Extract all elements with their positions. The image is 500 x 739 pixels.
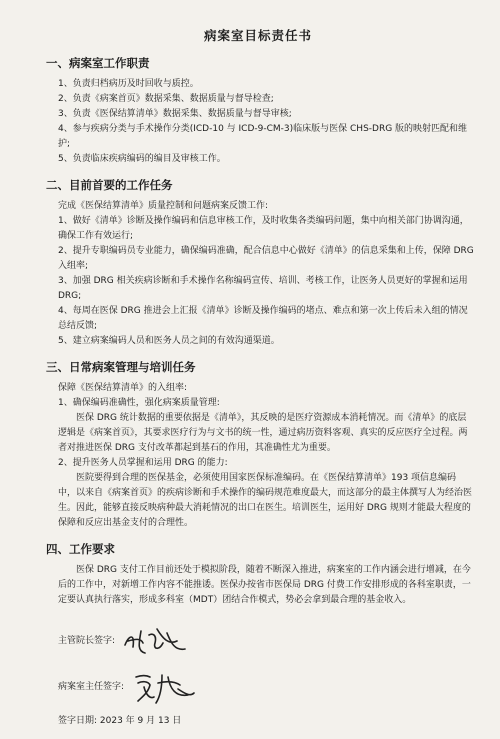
leader-signature-label: 主管院长签字: (58, 635, 116, 646)
date-label: 签字日期: (58, 716, 98, 726)
handwritten-signature-leader (119, 621, 191, 661)
list-item: 5、建立病案编码人员和医务人员之间的有效沟通渠道。 (58, 336, 280, 346)
list-item: 2、负责《病案首页》数据采集、数据质量与督导检查; (58, 94, 274, 104)
section-daily-management (46, 359, 474, 531)
list-item: 3、负责《医保结算清单》数据采集、数据质量与督导审核; (58, 109, 292, 119)
date-value: 2023 年 9 月 13 日 (99, 716, 182, 726)
paragraph: 医保 DRG 支付工作目前还处于模拟阶段，随着不断深入推进，病案室的工作内涵会进行增减，在今后的工作中，对新增工作内容不能推诿。医保办按省市医保局 DRG 付费工作安排形成的各科室职责，一定要认真执行落实，形成多科室（MDT）团结合作模式，势必会拿到最合理的基金收入。 (58, 565, 471, 605)
list-item: 4、每周在医保 DRG 推进会上汇报《清单》诊断及操作编码的堵点、难点和第一次上传后未入组的情况总结反馈; (58, 306, 468, 331)
list-item: 1、做好《清单》诊断及操作编码和信息审核工作，及时收集各类编码问题，集中向相关部门协调沟通，确保工作有效运行; (58, 216, 469, 241)
paragraph: 医院要得到合理的医保基金，必须使用国家医保标准编码。在《医保结算清单》193 项信息编码中，以来自《病案首页》的疾病诊断和手术操作的编码规范难度最大，而这部分的最主体撰写人为经治医生。因此，能够直接反映病种最大消耗情况的出口在医生。培训医生，运用好 DRG 规则才能最大程度的保障和反应出基金支付的合理性。 (58, 473, 473, 528)
paragraph: 保障《医保结算清单》的入组率: (58, 383, 188, 393)
list-item: 2、提升专职编码员专业能力，确保编码准确，配合信息中心做好《清单》的信息采集和上传，保障 DRG 入组率; (58, 246, 474, 271)
signature-date-row (58, 714, 474, 729)
section-requirements (46, 541, 474, 608)
paragraph: 医保 DRG 统计数据的重要依据是《清单》，其反映的是医疗资源成本消耗情况。而《清单》的底层逻辑是《病案首页》，其要求医疗行为与文书的统一性，通过病历资料客观、真实的反应医疗全过程。两者对推进医保 DRG 支付改革都起到基石的作用，其准确性尤为重要。 (58, 413, 468, 453)
list-item: 5、负责临床疾病编码的编目及审核工作。 (58, 154, 226, 164)
director-signature-row (58, 664, 474, 710)
list-item: 1、负责归档病历及时回收与质控。 (58, 79, 199, 89)
list-item: 1、确保编码准确性，强化病案质量管理: (58, 398, 220, 408)
leader-signature-row (58, 618, 474, 664)
list-item: 4、参与疾病分类与手术操作分类(ICD-10 与 ICD-9-CM-3)临床版与医保 CHS-DRG 版的映射匹配和维护; (58, 124, 468, 149)
handwritten-signature-director (128, 667, 200, 707)
section-duties (46, 55, 474, 167)
section-heading: 二、目前首要的工作任务 (46, 178, 173, 192)
director-signature-label: 病案室主任签字: (58, 681, 125, 692)
section-heading: 三、日常病案管理与培训任务 (46, 360, 196, 374)
section-tasks (46, 177, 474, 349)
section-heading: 一、病案室工作职责 (46, 56, 150, 70)
section-heading: 四、工作要求 (46, 542, 115, 556)
signature-area (58, 618, 474, 729)
list-item: 2、提升医务人员掌握和运用 DRG 的能力: (58, 458, 228, 468)
list-item: 3、加强 DRG 相关疾病诊断和手术操作名称编码宣传、培训、考核工作，让医务人员更好的掌握和运用 DRG; (58, 276, 468, 301)
document-title: 病案室目标责任书 (203, 28, 312, 43)
paragraph: 完成《医保结算清单》质量控制和问题病案反馈工作: (58, 201, 269, 211)
